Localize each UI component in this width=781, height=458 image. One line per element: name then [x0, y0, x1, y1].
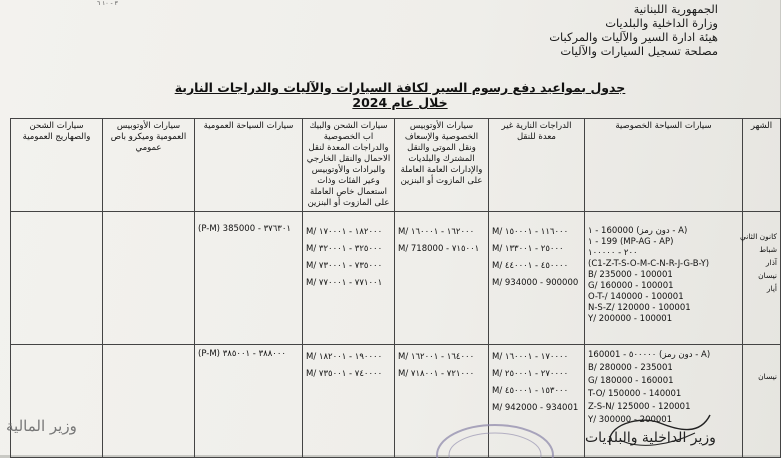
- public-buses-cell: [103, 212, 195, 345]
- cell-line: O-T-/ 140000 - 100001: [588, 292, 684, 302]
- public-cars-cell: [195, 212, 303, 345]
- cell-line: أيار: [766, 284, 777, 293]
- column-header-private-buses: سيارات الأوتوبيس الخصوصية والإسعاف ونقل الموتى والنقل المشترك والبلديات والإدارات العامة العاملة على المازوت أو البنزين: [395, 119, 489, 212]
- month-cell: [740, 212, 781, 345]
- cell-line: M/ ٧٣٥٠٠٠ - ٧٣٠٠٠١: [306, 261, 383, 271]
- motorcycles-cell: [489, 212, 585, 345]
- interior-minister-signature-label: وزير الداخلية والبلديات: [585, 430, 716, 446]
- cell-line: M/ ١٦٤٠٠٠ - ١٦٢٠٠١: [398, 352, 475, 362]
- cell-line: Y/ 200000 - 100001: [588, 314, 673, 324]
- cell-line: M/ ١٥٣٠٠٠ - ٤٥٠٠٠١: [492, 386, 569, 396]
- cell-line: آذار: [765, 258, 777, 267]
- cell-line: (P-M) 385000 - ٣٧٦٣٠١: [198, 224, 291, 234]
- cell-line: ١ - 199 (MP-AG - AP): [588, 237, 674, 247]
- top-mark: ٣ - ١٠ ٦: [97, 0, 118, 7]
- table-row: [11, 212, 781, 345]
- cell-line: (P-M) ٣٨٨٠٠٠ - ٣٨٥٠٠١: [198, 349, 286, 359]
- month-cell: [743, 345, 781, 458]
- letterhead-line: الجمهورية اللبنانية: [633, 2, 718, 16]
- cell-line: M/ ٢٥٠٠٠ - ١٣٣٠٠١: [492, 244, 564, 254]
- cell-line: M/ 718000 - ٧١٥٠٠١: [398, 244, 480, 254]
- cell-line: M/ ٧٢١٠٠٠ - ٧١٨٠٠١: [398, 369, 475, 379]
- column-header-trucks: سيارات الشحن والبيك اب الخصوصية والدراجات المعدة لنقل الاحمال والنقل الخارجي والبرادات والأوتوبيس وعير الفئات وذات استعمال خاص العاملة على المازوت أو البنزين: [303, 119, 395, 212]
- handwritten-signature: [600, 395, 720, 455]
- cell-line: G/ 160000 - 100001: [588, 281, 674, 291]
- cell-line: M/ ٧٧١٠٠١ - ٧٧٠٠٠١: [306, 278, 383, 288]
- cell-line: M/ ٢٧٠٠٠٠ - ٢٥٠٠٠١: [492, 369, 569, 379]
- column-header-motorcycles: الدراجات النارية غير معدة للنقل: [489, 119, 585, 212]
- cell-line: Y/ 300000 - 200001: [588, 415, 673, 425]
- cell-line: M/ 934000 - 900000: [492, 278, 579, 288]
- cell-line: M/ ١٦٢٠٠٠ - ١٦٠٠٠١: [398, 227, 475, 237]
- column-header-month: الشهر: [743, 119, 781, 212]
- cell-line: M/ ٤٥٠٠٠٠ - ٤٤٠٠٠١: [492, 261, 569, 271]
- public-cars-cell: [195, 345, 303, 458]
- cell-line: M/ ١٧٠٠٠٠ - ١٦٠٠٠١: [492, 352, 569, 362]
- cell-line: M/ ١٩٠٠٠٠ - ١٨٢٠٠١: [306, 352, 383, 362]
- cell-line: M/ ٣٢٥٠٠٠ - ٣٢٠٠٠١: [306, 244, 383, 254]
- cell-line: M/ ١٨٢٠٠٠ - ١٧٠٠٠١: [306, 227, 383, 237]
- cell-line: M/ ١١٦٠٠٠ - ١٥٠٠٠١: [492, 227, 569, 237]
- cell-line: ١ - 160000 (دون رمز - A): [588, 226, 688, 236]
- public-trucks-cell: [11, 212, 103, 345]
- cell-line: M/ 942000 - 934001: [492, 403, 579, 413]
- column-header-public-buses: سيارات الأوتوبيس العمومية وميكرو باص عمومي: [103, 119, 195, 212]
- cell-line: Z-S-N/ 125000 - 120001: [588, 402, 691, 412]
- cell-line: G/ 180000 - 160001: [588, 376, 674, 386]
- cell-line: كانون الثاني: [740, 232, 777, 241]
- cell-line: شباط: [759, 245, 777, 254]
- public-buses-cell: [103, 345, 195, 458]
- cell-line: نيسان: [758, 372, 777, 381]
- private-cars-cell: [585, 212, 743, 345]
- cell-line: N-S-Z/ 120000 - 100001: [588, 303, 691, 313]
- letterhead-line: وزارة الداخلية والبلديات: [605, 16, 718, 30]
- column-header-private-cars: سيارات السياحة الخصوصية: [585, 119, 743, 212]
- letterhead: [549, 2, 718, 58]
- cell-line: M/ ٧٤٠٠٠٠ - ٧٣٥٠٠١: [306, 369, 383, 379]
- trucks-cell: [303, 345, 395, 458]
- cell-line: B/ 280000 - 235001: [588, 363, 673, 373]
- cell-line: ٢٠٠ - ١٠٠٠٠٠: [588, 248, 638, 258]
- public-trucks-cell: [11, 345, 103, 458]
- column-header-public-cars: سيارات السياحة العمومية: [195, 119, 303, 212]
- document-title: جدول بمواعيد دفع رسوم السير لكافة السيارات والآليات والدراجات النارية خلال عام 2024: [174, 80, 626, 110]
- table-header-row: [11, 119, 781, 212]
- official-stamp: [430, 415, 560, 455]
- letterhead-line: مصلحة تسجيل السيارات والآليات: [560, 44, 718, 58]
- trucks-cell: [303, 212, 395, 345]
- letterhead-line: هيئة ادارة السير والآليات والمركبات: [549, 30, 718, 44]
- finance-minister-signature-label: وزير المالية: [6, 417, 77, 435]
- cell-line: (C1-Z-T-S-O-M-C-N-R-J-G-B-Y): [588, 259, 710, 269]
- cell-line: T-O/ 150000 - 140001: [588, 389, 682, 399]
- cell-line: 160001 - ٥٠٠٠٠٠ (دون رمز - A): [588, 350, 711, 360]
- cell-line: نيسان: [758, 271, 777, 280]
- private-buses-cell: [395, 212, 489, 345]
- cell-line: B/ 235000 - 100001: [588, 270, 673, 280]
- column-header-public-trucks: سيارات الشحن والصهاريج العمومية: [11, 119, 103, 212]
